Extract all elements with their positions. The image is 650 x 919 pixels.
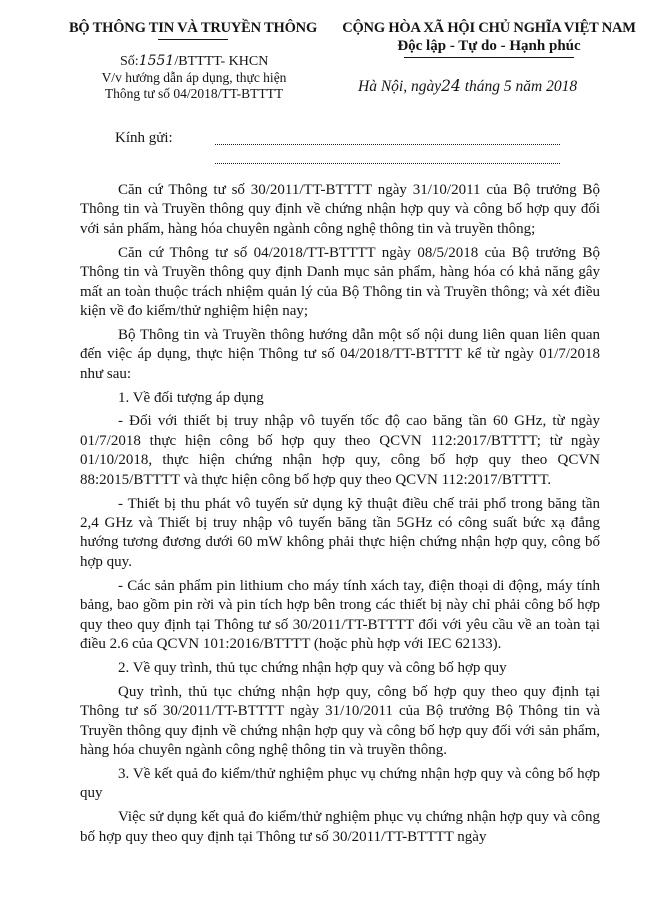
document-body [80, 181, 600, 852]
section-heading-2: 2. Về quy trình, thủ tục chứng nhận hợp quy và công bố hợp quy [118, 659, 507, 676]
national-heading [334, 20, 644, 58]
ministry-underline [158, 39, 228, 40]
recipient-dotted-line-2 [215, 163, 560, 164]
motto-underline [404, 57, 574, 58]
paragraph-legal-basis-1: Căn cứ Thông tư số 30/2011/TT-BTTTT ngày 31/10/2011 của Bộ trưởng Bộ Thông tin và Truyền thông quy định về chứng nhận hợp quy và công bố hợp quy đối với sản phẩm, hàng hóa chuyên ngành công nghệ thông tin và truyền thông; [80, 182, 600, 237]
subject-line-1: V/v hướng dẫn áp dụng, thực hiện [101, 70, 287, 85]
paragraph-60ghz: - Đối với thiết bị truy nhập vô tuyến tốc độ cao băng tần 60 GHz, từ ngày 01/7/2018 thực hiện công bố hợp quy theo QCVN 112:2017/BTTTT; từ ngày 01/10/2018, thực hiện chứng nhận hợp quy, công bố hợp quy theo QCVN 88:2015/BTTTT và thực hiện công bố hợp quy theo QCVN 112:2017/BTTTT. [80, 413, 600, 488]
subject-line-2: Thông tư số 04/2018/TT-BTTTT [104, 86, 284, 101]
date-prefix: Hà Nội, ngày [358, 78, 442, 95]
document-subject [84, 70, 304, 102]
number-value: 1551 [138, 53, 175, 69]
section-heading-3: 3. Về kết quả đo kiểm/thử nghiệm phục vụ chứng nhận hợp quy và công bố hợp quy [80, 765, 600, 802]
document-number [120, 53, 268, 70]
ministry-name: BỘ THÔNG TIN VÀ TRUYỀN THÔNG [68, 20, 318, 36]
number-prefix: Số: [120, 54, 139, 69]
paragraph-procedure: Quy trình, thủ tục chứng nhận hợp quy, công bố hợp quy theo quy định tại Thông tư số 30/2011/TT-BTTTT ngày 31/10/2011 của Bộ trưởng Bộ Thông tin và Truyền thông quy định về chứng nhận hợp quy và công bố hợp quy đối với sản phẩm, hàng hóa chuyên ngành công nghệ thông tin và truyền thông. [80, 683, 600, 758]
number-suffix: /BTTTT- KHCN [174, 54, 269, 69]
paragraph-lithium: - Các sản phẩm pin lithium cho máy tính xách tay, điện thoại di động, máy tính bảng, bao gồm pin rời và pin tích hợp bên trong các thiết bị này chỉ phải công bố hợp quy theo quy định tại Thông tư số 30/2011/TT-BTTTT đối với yêu cầu về an toàn tại điều 2.6 của QCVN 101:2016/BTTTT (hoặc phù hợp với IEC 62133). [80, 577, 600, 652]
paragraph-intro: Bộ Thông tin và Truyền thông hướng dẫn một số nội dung liên quan liên quan đến việc áp dụng, thực hiện Thông tư số 04/2018/TT-BTTTT kể từ ngày 01/7/2018 như sau: [80, 326, 600, 382]
paragraph-legal-basis-2: Căn cứ Thông tư số 04/2018/TT-BTTTT ngày 08/5/2018 của Bộ trưởng Bộ Thông tin và Truyền thông quy định Danh mục sản phẩm, hàng hóa có khả năng gây mất an toàn thuộc trách nhiệm quản lý của Bộ Thông tin và Truyền thông; và xét điều kiện về đo kiểm/thử nghiệm hiện nay; [80, 244, 600, 319]
recipient-label: Kính gửi: [115, 130, 173, 146]
paragraph-test-results: Việc sử dụng kết quả đo kiểm/thử nghiệm phục vụ chứng nhận hợp quy và công bố hợp quy theo quy định tại Thông tư số 30/2011/TT-BTTTT ngày [80, 809, 600, 845]
national-motto: Độc lập - Tự do - Hạnh phúc [397, 38, 581, 54]
recipient-dotted-line-1 [215, 144, 560, 145]
section-heading-1: 1. Về đối tượng áp dụng [118, 389, 264, 406]
republic-name: CỘNG HÒA XÃ HỘI CHỦ NGHĨA VIỆT NAM [342, 20, 636, 36]
date-day: 24 [441, 77, 461, 95]
issuer-block [68, 20, 318, 40]
date-suffix: tháng 5 năm 2018 [460, 78, 578, 95]
paragraph-2-4ghz: - Thiết bị thu phát vô tuyến sử dụng kỹ thuật điều chế trải phổ trong băng tần 2,4 GHz và Thiết bị truy nhập vô tuyến băng tần 5GHz có công suất bức xạ đẳng hướng tương đương dưới 60 mW không phải thực hiện chứng nhận hợp quy, công bố hợp quy. [80, 495, 600, 570]
date-line [358, 77, 577, 96]
